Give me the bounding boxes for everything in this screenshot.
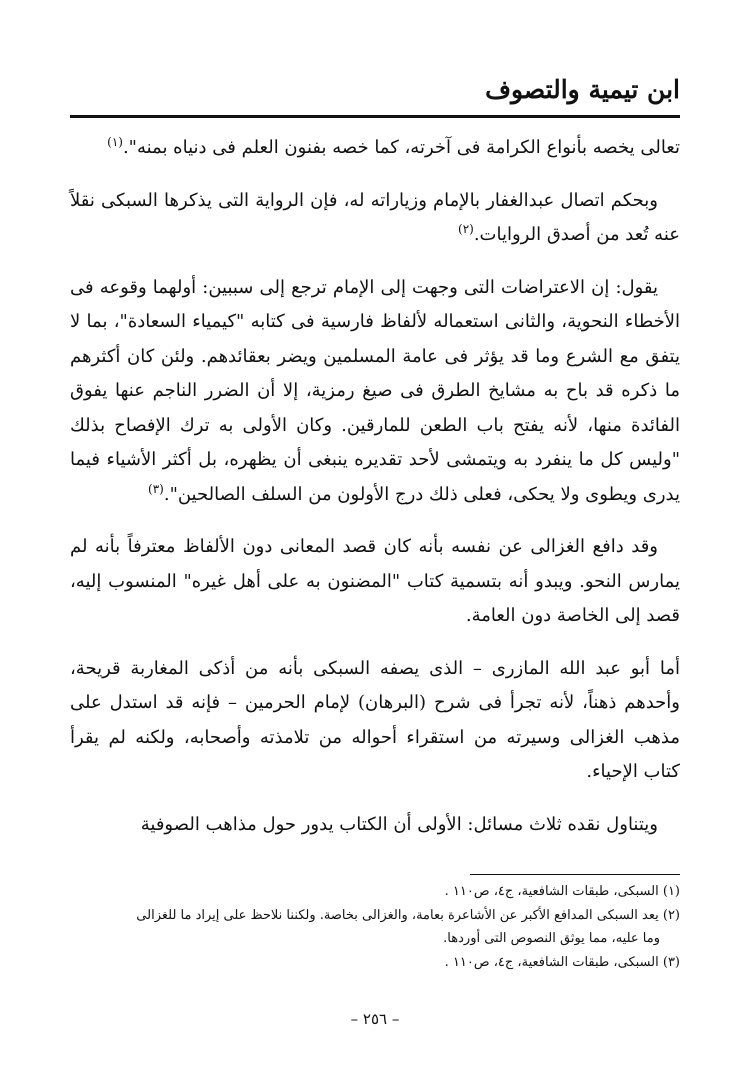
footnote-text: السبكى، طبقات الشافعية، ج٤، ص١١٠ .: [444, 954, 659, 970]
paragraph-2: [70, 184, 680, 253]
paragraph-4: [70, 530, 680, 634]
paragraph-text: وبحكم اتصال عبدالغفار بالإمام وزياراته له، فإن الرواية التى يذكرها السبكى نقلاً عنه تُعد من أصدق الروايات.: [70, 189, 680, 245]
footnote-text: السبكى، طبقات الشافعية، ج٤، ص١١٠ .: [444, 884, 659, 899]
footnote-3: [70, 951, 680, 975]
paragraph-text: وقد دافع الغزالى عن نفسه بأنه كان قصد المعانى دون الألفاظ معترفاً بأنه لم يمارس النحو. ويبدو أنه بتسمية كتاب "المضنون به على أهل غيره" المنسوب إليه، قصد إلى الخاصة دون العامة.: [70, 536, 680, 626]
footnote-separator: [470, 874, 680, 875]
paragraph-3: [70, 271, 680, 513]
paragraph-5: [70, 652, 680, 790]
header-rule: [70, 115, 680, 118]
footnotes: [70, 880, 680, 974]
footnote-ref-2: (٢): [458, 222, 474, 236]
footnote-number: (١): [662, 884, 680, 899]
footnote-2: [70, 904, 680, 928]
paragraph-text: تعالى يخصه بأنواع الكرامة فى آخرته، كما خصه بفنون العلم فى دنياه بمنه".: [122, 137, 680, 158]
paragraph-text: يقول: إن الاعتراضات التى وجهت إلى الإمام ترجع إلى سببين: أولهما وقوعه فى الأخطاء النحوية، والثانى استعماله لألفاظ فارسية فى كتابه "كيمياء السعادة"، بما لا يتفق مع الشرع وما قد يؤثر فى عامة المسلمين ويضر بعقائدهم. ولئن كان أكثرهم ما ذكره قد باح به مشايخ الطرق فى صيغ رمزية، إلا أن الضرر الناجم عنها يفوق الفائدة منها، لأنه يفتح باب الطعن للمارقين. وكان الأولى به ترك الإفصاح بذلك "وليس كل ما ينفرد به ويتمشى لأحد تقديره ينبغى أن يظهره، بل أكثر الأشياء فيما يدرى ويطوى ولا يحكى، فعلى ذلك درج الأولون من السلف الصالحين".: [70, 276, 680, 505]
footnote-2-continuation: وما عليه، مما يوثق النصوص التى أوردها.: [443, 931, 660, 946]
paragraph-text: ويتناول نقده ثلاث مسائل: الأولى أن الكتاب يدور حول مذاهب الصوفية: [140, 813, 658, 835]
paragraph-6: [70, 808, 680, 843]
footnote-ref-3: (٣): [148, 481, 164, 496]
body-text: [70, 131, 680, 860]
paragraph-text: أما أبو عبد الله المازرى – الذى يصفه السبكى بأنه من أذكى المغاربة قريحة، وأحدهم ذهناً، لأنه تجرأ فى شرح (البرهان) لإمام الحرمين – فإنه قد استدل على مذهب الغزالى وسيرته من استقراء أحواله من تلامذته وأصحابه، ولكنه لم يقرأ كتاب الإحياء.: [70, 657, 680, 782]
paragraph-1: [70, 131, 680, 166]
running-header-title: ابن تيمية والتصوف: [485, 75, 680, 104]
footnote-1: [70, 880, 680, 904]
footnote-text: يعد السبكى المدافع الأكبر عن الأشاعرة بعامة، والغزالى بخاصة. ولكننا نلاحظ على إيراد ما للغزالى: [136, 907, 659, 923]
footnote-ref-1: (١): [107, 135, 123, 149]
footnote-number: (٢): [662, 907, 680, 923]
page-number: – ٢٥٦ –: [350, 1010, 400, 1028]
footnote-number: (٣): [662, 954, 680, 970]
